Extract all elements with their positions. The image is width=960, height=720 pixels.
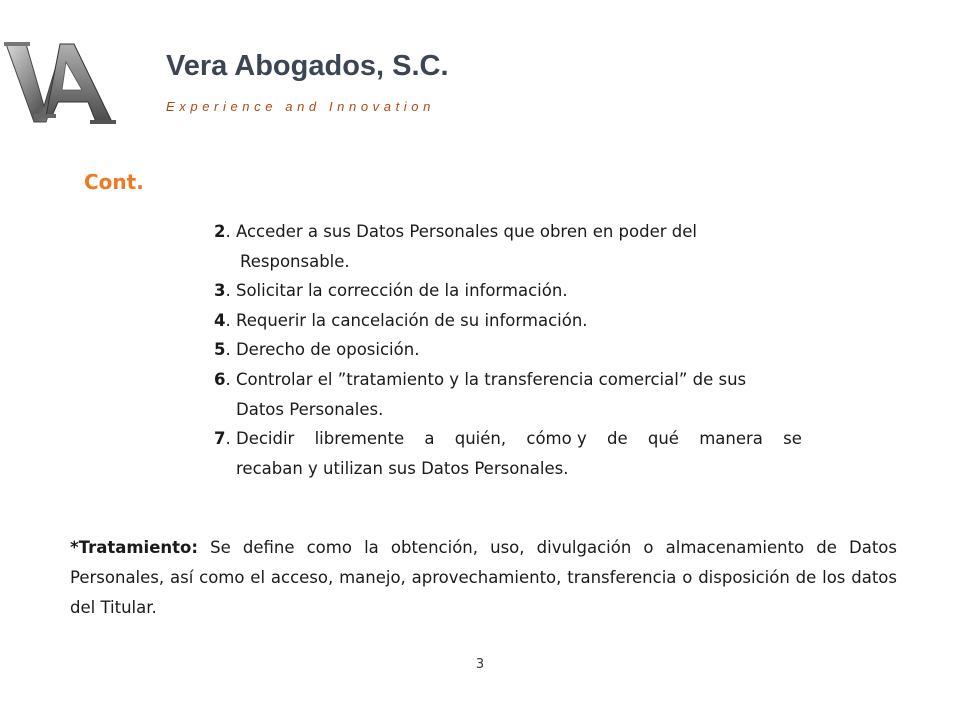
item-text: . Requerir la cancelación de su información.: [225, 310, 588, 330]
rights-item: [214, 365, 854, 395]
item-text: . Derecho de oposición.: [225, 340, 420, 360]
item-word: cómo y: [526, 429, 587, 449]
item-word: manera: [699, 429, 763, 449]
section-heading: Cont.: [84, 170, 144, 194]
rights-list: [214, 217, 854, 483]
item-continuation: Responsable.: [240, 251, 350, 271]
definition-term: *Tratamiento:: [70, 538, 198, 557]
rights-item: [214, 217, 854, 247]
item-word: Decidir: [235, 429, 295, 449]
va-logo: [4, 36, 124, 128]
rights-item: 7. Decidir libremente a quién, cómo y de qué manera se: [214, 424, 802, 454]
definition-text: Se define como la obtención, uso, divulgación o almacenamiento de Datos Personales, así como el acceso, manejo, aprovechamiento, transferencia o disposición de los datos del Titular.: [70, 538, 897, 617]
rights-item: [214, 306, 854, 336]
item-number: 3: [214, 281, 226, 301]
item-continuation: recaban y utilizan sus Datos Personales.: [236, 458, 569, 478]
item-continuation: Datos Personales.: [236, 399, 384, 419]
item-number: 6: [214, 369, 226, 389]
item-word: qué: [647, 429, 679, 449]
item-text: . Controlar el ”tratamiento y la transferencia comercial” de sus: [225, 369, 747, 389]
company-name: Vera Abogados, S.C.: [166, 50, 449, 82]
item-number: 5: [214, 340, 226, 360]
item-word: quién,: [454, 429, 507, 449]
definition-paragraph: [70, 533, 897, 623]
item-number: 7: [214, 429, 226, 449]
page-number: 3: [475, 657, 485, 672]
rights-item: [214, 335, 854, 365]
item-word: a: [424, 429, 435, 449]
item-text: . Acceder a sus Datos Personales que obren en poder del: [225, 222, 697, 241]
item-word: se: [783, 429, 802, 449]
item-word: de: [606, 429, 628, 449]
item-word: libremente: [314, 429, 405, 449]
rights-item: [214, 276, 854, 306]
item-text: . Solicitar la corrección de la información.: [225, 281, 568, 301]
item-number: 2: [214, 222, 226, 241]
company-tagline: Experience and Innovation: [166, 99, 435, 114]
item-number: 4: [214, 310, 226, 330]
